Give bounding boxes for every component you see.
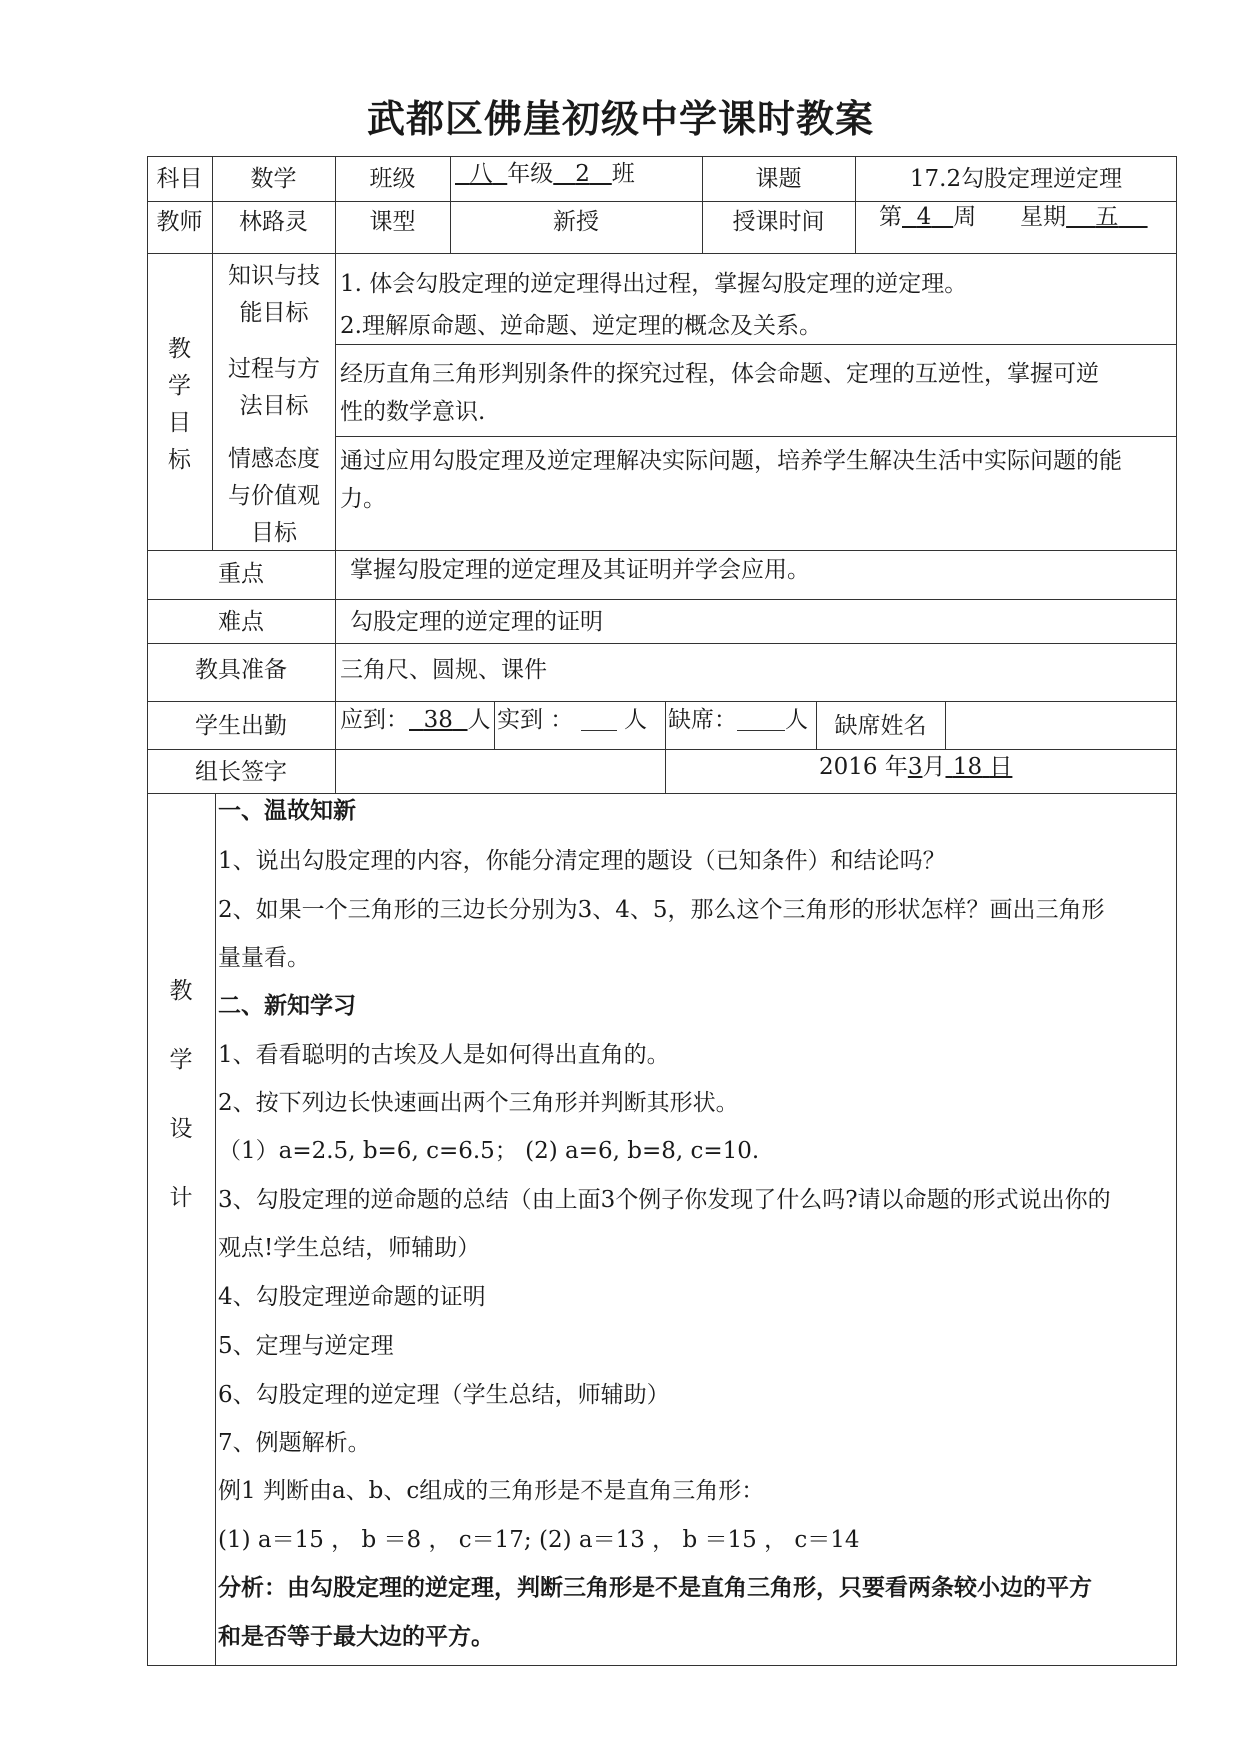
class-number: 2 [575,161,590,187]
time-value: 第 4 周 星期 五 [879,204,1119,230]
design-line: 5、定理与逆定理 [218,1333,394,1359]
type-value: 新授 [553,209,599,235]
knowledge-goal-label: 知识与技 能目标 [228,263,320,326]
knowledge-goal-line-1: 1. 体会勾股定理的逆定理得出过程，掌握勾股定理的逆定理。 [340,271,968,297]
page-title: 武都区佛崖初级中学课时教案 [366,97,874,141]
design-line: 2、按下列边长快速画出两个三角形并判断其形状。 [218,1090,739,1116]
design-label: 教 学 设 计 [169,978,193,1211]
design-line: 量量看。 [218,945,310,971]
tools-value: 三角尺、圆规、课件 [340,657,547,683]
lesson-plan-table [147,156,1177,1666]
teacher-label: 教师 [156,209,203,235]
goals-label: 教 学 目 标 [168,336,191,473]
design-line: 7、例题解析。 [218,1430,371,1456]
type-label: 课型 [369,209,416,235]
class-label: 班级 [369,166,416,192]
knowledge-goal-line-2: 2.理解原命题、逆命题、逆定理的概念及关系。 [340,313,822,339]
class-grade: 八 [469,161,493,187]
attendance-absent: 缺席： 人 [668,707,808,733]
design-line: 1、看看聪明的古埃及人是如何得出直角的。 [218,1042,670,1068]
design-line: 6、勾股定理的逆定理（学生总结，师辅助） [218,1382,670,1408]
process-goal-label: 过程与方 法目标 [228,356,320,419]
design-line: 4、勾股定理逆命题的证明 [218,1284,486,1310]
difficulty-label: 难点 [218,609,264,635]
topic-label: 课题 [755,166,802,192]
design-line: 例1 判断由a、b、c组成的三角形是不是直角三角形： [218,1478,765,1504]
design-line: 2、如果一个三角形的三边长分别为3、4、5，那么这个三角形的形状怎样？画出三角形 [218,897,1105,923]
sign-label: 组长签字 [195,759,287,785]
class-value: 八 年级 2 班 [455,156,635,192]
process-goal-line-2: 性的数学意识. [340,399,486,425]
absent-names-label: 缺席姓名 [834,713,927,739]
process-goal-line-1: 经历直角三角形判别条件的探究过程，体会命题、定理的互逆性，掌握可逆 [340,361,1099,387]
tools-label: 教具准备 [195,657,287,683]
design-analysis: 和是否等于最大边的平方。 [218,1624,494,1650]
difficulty-value: 勾股定理的逆定理的证明 [350,609,603,635]
attendance-expected: 应到： 38 人 [340,707,491,733]
design-line: 观点!学生总结，师辅助） [218,1235,481,1261]
attendance-actual: 实到 ： 人 [497,707,647,733]
design-analysis: 分析：由勾股定理的逆定理，判断三角形是不是直角三角形，只要看两条较小边的平方 [218,1575,1092,1601]
sign-date: 2016 年3月 18 日 [819,754,1013,780]
emotion-goal-line-2: 力。 [340,486,386,512]
design-line: 1、说出勾股定理的内容，你能分清定理的题设（已知条件）和结论吗？ [218,848,946,874]
topic-value: 17.2勾股定理逆定理 [909,166,1123,192]
key-point-value: 掌握勾股定理的逆定理及其证明并学会应用。 [350,557,810,583]
design-line: (1) a＝15 ， b ＝8 ， c＝17; (2) a＝13 ， b ＝15 ， c＝14 [218,1527,860,1553]
subject-label: 科目 [156,166,203,192]
attendance-label: 学生出勤 [195,713,287,739]
time-label: 授课时间 [732,209,825,235]
emotion-goal-label: 情感态度 与价值观 目标 [228,446,320,546]
teacher-value: 林路灵 [239,209,308,235]
emotion-goal-line-1: 通过应用勾股定理及逆定理解决实际问题，培养学生解决生活中实际问题的能 [340,448,1122,474]
design-line: （1）a=2.5, b=6, c=6.5； (2) a=6, b=8, c=10. [218,1138,760,1164]
design-section-review: 一、温故知新 [218,798,356,824]
design-line: 3、勾股定理的逆命题的总结（由上面3个例子你发现了什么吗?请以命题的形式说出你的 [218,1187,1111,1213]
design-section-new: 二、新知学习 [218,993,356,1019]
subject-value: 数学 [250,166,297,192]
key-point-label: 重点 [218,561,264,587]
